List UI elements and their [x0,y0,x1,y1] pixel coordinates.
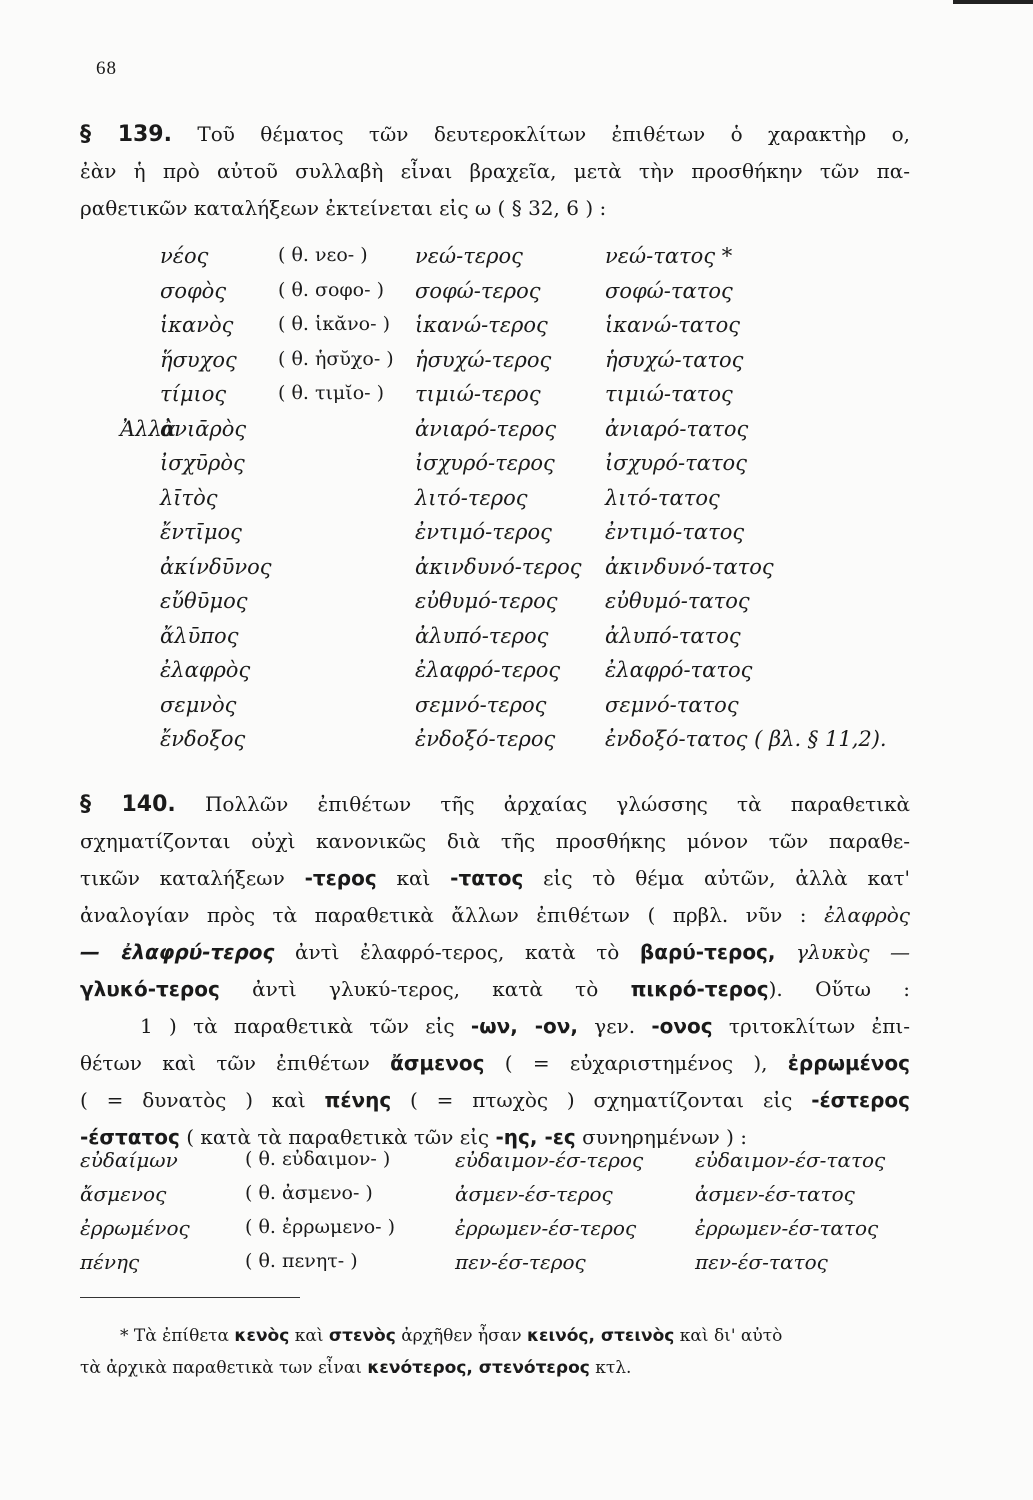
adjective: τίμιος [160,382,227,406]
text-span: τριτοκλίτων ἐπι- [728,1014,910,1038]
comparative: ἐρρωμεν-έσ-τερος [455,1216,637,1240]
comparative: ἰσχυρό-τερος [415,451,555,475]
comparative: ἀνιαρό-τερος [415,416,557,441]
stem-note: ( θ. εὐδαιμον- ) [245,1148,391,1170]
stem-note: ( θ. ἡσῠχο- ) [278,347,394,370]
adjective: ἐλαφρὸς [160,658,251,682]
section-heading: § 139. [80,122,172,147]
text-line [80,116,910,153]
text-line: σχηματίζονται οὐχὶ κανονικῶς διὰ τῆς προσθήκης μόνον τῶν παραθε- [80,829,910,853]
superlative: λιτό-τατος [605,485,720,510]
comparative: ἀλυπό-τερος [415,623,549,648]
text-line [80,1082,910,1119]
adjective: ἰσχῡρὸς [160,451,245,475]
stem-note: ( θ. σοφο- ) [278,278,384,301]
example-word: βαρύ-τερος, [639,940,776,964]
text-span: εἰς τὸ θέμα αὐτῶν, ἀλλὰ κατ' [543,866,911,890]
adjective: ἐρρωμένος [80,1216,190,1240]
text-span: ). Οὕτω : [768,977,911,1001]
adjective: σοφὸς [160,278,227,303]
superlative: ἀκινδυνό-τατος [605,554,774,579]
superlative: ἐνδοξό-τατος ( βλ. § 11,2). [605,727,887,751]
footnote-rule [80,1297,300,1298]
text-span: Τοῦ θέματος τῶν δευτεροκλίτων ἐπιθέτων ὁ χαρακτὴρ ο, [197,122,910,146]
superlative: ἀνιαρό-τατος [605,416,749,441]
page-number: 68 [96,58,117,79]
adjective: ἔντῑμος [160,520,242,544]
example-word: κεινός, στεινὸς [526,1326,675,1346]
stem-note: ( θ. πενητ- ) [245,1250,358,1272]
text-span: καὶ [396,866,431,890]
superlative: ἀσμεν-έσ-τατος [695,1182,855,1206]
text-line [80,1045,910,1082]
comparative: ἐντιμό-τερος [415,520,552,544]
example-word: στενὸς [328,1326,396,1346]
adjective: ἀκίνδῡνος [160,554,272,579]
superlative: ἡσυχώ-τατος [605,347,744,372]
comparative: ἐνδοξό-τερος [415,727,556,751]
text-line [80,1008,910,1045]
text-span: συνηρημένων ) : [582,1125,748,1149]
comparative: ἀσμεν-έσ-τερος [455,1182,613,1206]
suffix-term: -τερος [304,866,377,890]
text-line [80,786,910,823]
text-line [80,860,910,897]
superlative: πεν-έσ-τατος [695,1250,828,1274]
superlative: σοφώ-τατος [605,278,733,303]
text-line [80,897,910,934]
example-word: ἐλαφρὸς [824,903,910,927]
superlative: ἐντιμό-τατος [605,520,745,544]
comparative: ἱκανώ-τερος [415,313,548,337]
adjective: ἔνδοξος [160,727,246,751]
text-span: ἀντὶ γλυκύ-τερος, κατὰ τὸ [252,977,599,1001]
example-word: γλυκό-τερος [80,977,220,1001]
example-word: ἄσμενος [390,1051,485,1075]
comparative: λιτό-τερος [415,485,528,510]
text-span: καὶ [294,1326,324,1346]
suffix-term: -ων, -ον, [470,1014,578,1038]
adjective: εὐδαίμων [80,1148,178,1172]
adjective: ἱκανὸς [160,313,234,337]
text-span: Πολλῶν ἐπιθέτων τῆς ἀρχαίας γλώσσης τὰ παραθετικὰ [204,792,910,816]
example-word: κενὸς [234,1326,290,1346]
adjective: ἄλῡπος [160,623,239,648]
adjective: ἥσυχος [160,347,237,372]
comparative: σεμνό-τερος [415,692,547,717]
text-span: ἀντὶ ἐλαφρό-τερος, κατὰ τὸ [294,940,620,964]
adjective: λῑτὸς [160,485,218,510]
footnote-line [80,1320,910,1352]
suffix-term: -ης, -ες [495,1125,576,1149]
comparative: εὐδαιμον-έσ-τερος [455,1148,644,1172]
example-word: πένης [324,1088,392,1112]
suffix-term: -τατος [450,866,524,890]
text-span: κτλ. [595,1358,632,1378]
text-span: θέτων καὶ τῶν ἐπιθέτων [80,1051,370,1075]
stem-note: ( θ. νεο- ) [278,244,368,266]
text-span: ( = εὐχαριστημένος ), [504,1051,768,1075]
adjective: νέος [160,244,209,268]
stem-note: ( θ. τιμῐο- ) [278,382,385,404]
text-line: ἐὰν ἡ πρὸ αὐτοῦ συλλαβὴ εἶναι βραχεῖα, μετὰ τὴν προσθήκην τῶν πα- [80,159,910,183]
row-prefix: Ἀλλὰ [120,416,176,441]
text-span: γεν. [594,1014,636,1038]
stem-note: ( θ. ἱκᾰνο- ) [278,313,390,335]
text-span: ἀναλογίαν πρὸς τὰ παραθετικὰ ἄλλων ἐπιθέτων ( πρβλ. νῦν : [80,903,807,927]
superlative: εὐθυμό-τατος [605,589,750,613]
stem-note: ( θ. ἀσμενο- ) [245,1182,373,1204]
adjective: πένης [80,1250,140,1274]
text-span: * Τὰ ἐπίθετα [120,1326,230,1346]
comparative: εὐθυμό-τερος [415,589,558,613]
text-span: τικῶν καταλήξεων [80,866,285,890]
section-heading: § 140. [80,792,176,817]
adjective: ἄσμενος [80,1182,167,1206]
example-word: γλυκὺς — [796,940,911,964]
suffix-term: -έστατος [80,1125,180,1149]
superlative: ἐρρωμεν-έσ-τατος [695,1216,879,1240]
text-line [80,971,910,1008]
comparative: ἀκινδυνό-τερος [415,554,582,579]
comparative: σοφώ-τερος [415,278,541,303]
example-word: κενότερος, στενότερος [367,1358,590,1378]
adjective: σεμνὸς [160,692,237,717]
adjective: ἀνιᾱρὸς [160,416,247,441]
text-span: ἀρχῆθεν ἦσαν [401,1326,522,1346]
text-span: τὰ ἀρχικὰ παραθετικὰ των εἶναι [80,1358,362,1378]
superlative: ἀλυπό-τατος [605,623,741,648]
example-word: πικρό-τερος [630,977,769,1001]
text-span: ( κατὰ τὰ παραθετικὰ τῶν εἰς [186,1125,490,1149]
section-140-text [80,786,910,1156]
superlative: νεώ-τατος * [605,244,733,268]
comparative: νεώ-τερος [415,244,523,268]
superlative: ἱκανώ-τατος [605,313,740,337]
text-span: ( = δυνατὸς ) καὶ [80,1088,306,1112]
superlative: τιμιώ-τατος [605,382,733,406]
comparative: ἡσυχώ-τερος [415,347,552,372]
footnote-line [80,1352,910,1384]
scan-edge-mark [953,0,1033,4]
stem-note: ( θ. ἐρρωμενο- ) [245,1216,396,1238]
comparative: πεν-έσ-τερος [455,1250,586,1274]
comparative: ἐλαφρό-τερος [415,658,561,682]
text-span: ( = πτωχὸς ) σχηματίζονται εἰς [410,1088,793,1112]
footnote [80,1320,910,1384]
superlative: ἐλαφρό-τατος [605,658,753,682]
example-word: ἐρρωμένος [787,1051,911,1075]
text-span: καὶ δι' αὐτὸ [679,1326,783,1346]
comparative: τιμιώ-τερος [415,382,541,406]
example-word: — ἐλαφρύ-τερος [80,940,275,964]
adjective: εὔθῡμος [160,589,248,613]
text-span: 1 ) τὰ παραθετικὰ τῶν εἰς [140,1014,455,1038]
suffix-term: -έστερος [811,1088,911,1112]
text-line: ραθετικῶν καταλήξεων ἐκτείνεται εἰς ω ( § 32, 6 ) : [80,196,607,220]
suffix-term: -ονος [651,1014,713,1038]
superlative: σεμνό-τατος [605,692,739,717]
section-139-intro [80,116,910,227]
superlative: ἰσχυρό-τατος [605,451,747,475]
text-line [80,934,910,971]
superlative: εὐδαιμον-έσ-τατος [695,1148,886,1172]
